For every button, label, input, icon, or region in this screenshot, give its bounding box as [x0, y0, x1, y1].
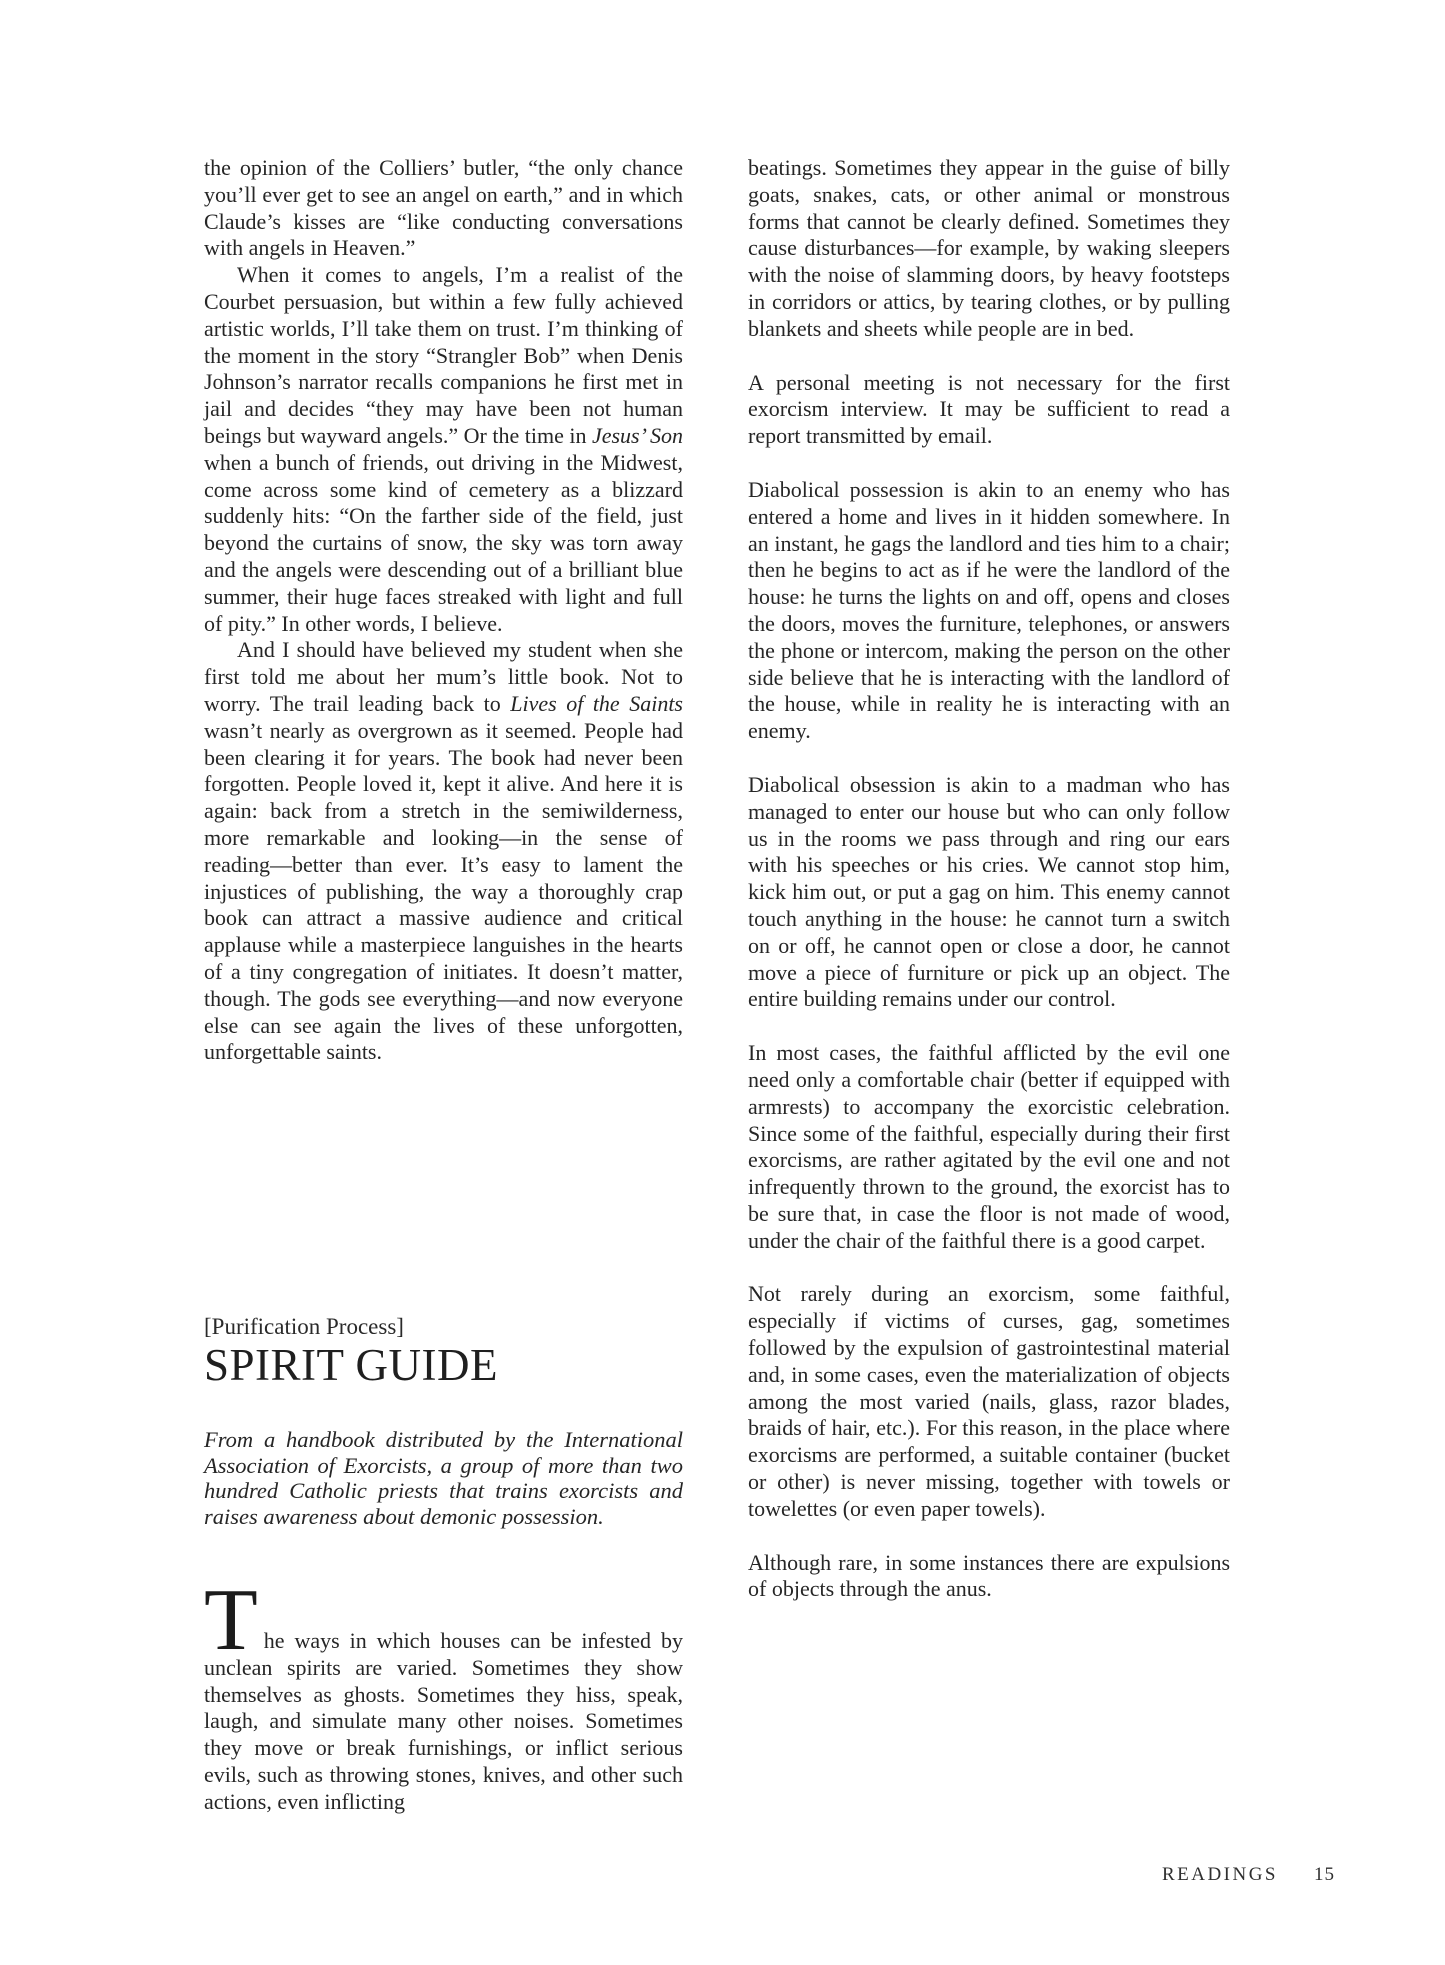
left-column [204, 155, 684, 1814]
footer-section-label: READINGS [1161, 1864, 1278, 1885]
excerpt-paragraphs [748, 155, 1230, 1603]
excerpt-paragraph: Diabolical possession is akin to an enemy who has entered a home and lives in it hidden somewhere. In an instant, he gags the landlord and ties him to a chair; then he begins to act as if he were the landlord of the house: he turns the lights on and off, opens and closes the doors, moves the furniture, telephones, or answers the phone or intercom, making the person on the other side believe that he is interacting with the landlord of the house, while in reality he is interacting with an enemy. [748, 476, 1230, 744]
story-paragraph: the opinion of the Colliers’ butler, “the only chance you’ll ever get to see an angel on earth,” and in which Claude’s kisses are “like conducting conversations with angels in Heaven.” [204, 155, 683, 261]
excerpt-paragraph: beatings. Sometimes they appear in the guise of billy goats, snakes, cats, or other animal or monstrous forms that cannot be clearly defined. Sometimes they cause disturbances—for example, by waking sleepers with the noise of slamming doors, by heavy footsteps in corridors or attics, by tearing clothes, or by pulling blankets and sheets while people are in bed. [748, 155, 1230, 341]
excerpt-paragraph: Not rarely during an exorcism, some faithful, especially if victims of curses, gag, sometimes followed by the expulsion of gastrointestinal material and, in some cases, even the materialization of objects among the most varied (nails, glass, razor blades, braids of hair, etc.). For this reason, in the place where exorcisms are performed, a suitable container (bucket or other) is never missing, together with towels or towelettes (or even paper towels). [748, 1281, 1230, 1521]
story-paragraph: And I should have believed my student when she first told me about her mum’s little book. Not to worry. The trail leading back to Lives of the Saints wasn’t nearly as overgrown as it seemed. People had been clearing it for years. The book had never been forgotten. People loved it, kept it alive. And here it is again: back from a stretch in the semiwilderness, more remarkable and looking—in the sense of reading—better than ever. It’s easy to lament the injustices of publishing, the way a thoroughly crap book can attract a massive audience and critical applause while a masterpiece languishes in the hearts of a tiny congregation of initiates. It doesn’t matter, though. The gods see everything—and now everyone else can see again the lives of these unforgotten, unforgettable saints. [204, 637, 683, 1065]
opening-text: he ways in which houses can be infested by unclean spirits are varied. Sometimes they show themselves as ghosts. Sometimes they hiss, speak, laugh, and simulate many other noises. Sometimes they move or break furnishings, or inflict serious evils, such as throwing stones, knives, and other such actions, even inflicting [204, 1628, 683, 1814]
initial-cap: T [204, 1572, 258, 1669]
right-column [748, 155, 1230, 1603]
article-headline: SPIRIT GUIDE [204, 1340, 498, 1390]
story-paragraphs [204, 155, 683, 1066]
page-footer [1035, 1864, 1335, 1886]
story-paragraph: When it comes to angels, I’m a realist of the Courbet persuasion, but within a few fully achieved artistic worlds, I’ll take them on trust. I’m thinking of the moment in the story “Strangler Bob” when Denis Johnson’s narrator recalls companions he first met in jail and decides “they may have been not human beings but wayward angels.” Or the time in Jesus’ Son when a bunch of friends, out driving in the Midwest, come across some kind of cemetery as a blizzard suddenly hits: “On the farther side of the field, just beyond the curtains of snow, the sky was torn away and the angels were descending out of a brilliant blue summer, their huge faces streaked with light and full of pity.” In other words, I believe. [204, 262, 684, 636]
excerpt-paragraph: A personal meeting is not necessary for the first exorcism interview. It may be sufficient to read a report transmitted by email. [748, 369, 1230, 449]
excerpt-paragraph: In most cases, the faithful afflicted by the evil one need only a comfortable chair (better if equipped with armrests) to accompany the exorcistic celebration. Since some of the faithful, especially during their first exorcisms, are rather agitated by the evil one and not infrequently thrown to the ground, the exorcist has to be sure that, in case the floor is not made of wood, under the chair of the faithful there is a good carpet. [748, 1040, 1230, 1253]
excerpt-paragraph: Although rare, in some instances there are expulsions of objects through the anus. [748, 1549, 1230, 1602]
footer-page-number: 15 [1314, 1864, 1335, 1885]
article-heading-block [204, 1313, 683, 1388]
opening-paragraph [204, 1572, 683, 1816]
article-intro: From a handbook distributed by the International Association of Exorcists, a group of more than two hundred Catholic priests that trains exorcists and raises awareness about demonic possession. [204, 1427, 683, 1529]
excerpt-paragraph: Diabolical obsession is akin to a madman who has managed to enter our house but who can only follow us in the rooms we pass through and ring our ears with his speeches or his cries. We cannot stop him, kick him out, or put a gag on him. This enemy cannot touch anything in the house: he cannot turn a switch on or off, he cannot open or close a door, he cannot move a piece of furniture or pick up an object. The entire building remains under our control. [748, 771, 1230, 1012]
article-kicker: [Purification Process] [204, 1314, 404, 1339]
